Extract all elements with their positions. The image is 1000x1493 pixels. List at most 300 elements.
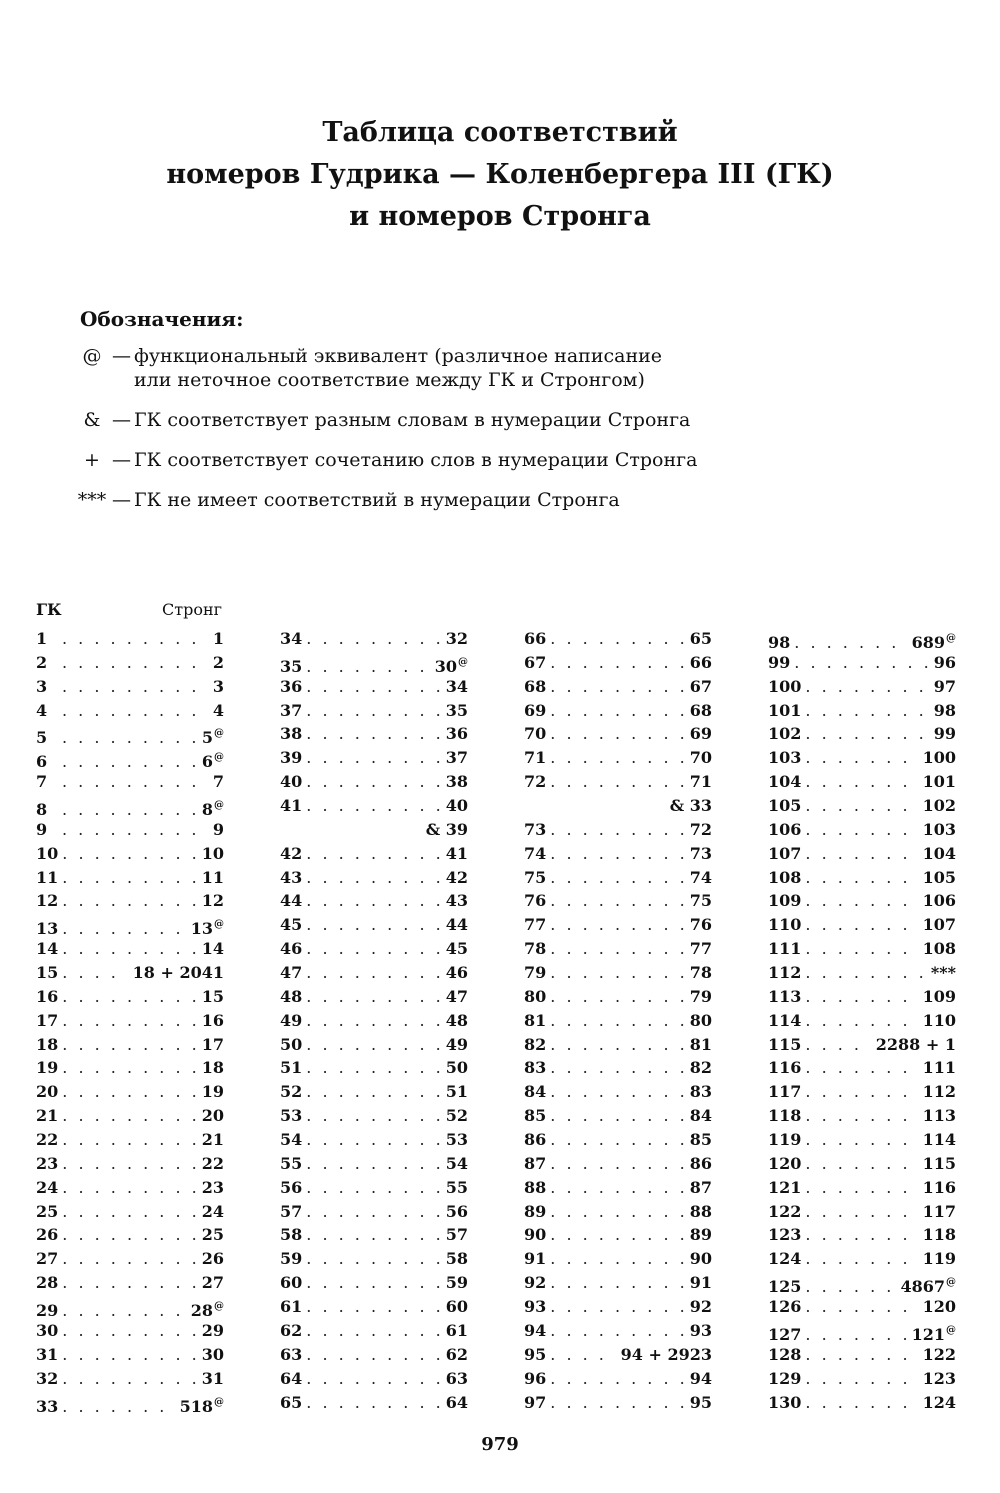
- strong-number-cell: [446, 1391, 468, 1415]
- strong-number-cell: [202, 842, 224, 866]
- strong-number: 99: [933, 724, 956, 744]
- legend-item-functional-equivalent: [72, 344, 792, 392]
- strong-number-cell: [934, 722, 956, 746]
- gk-number: 86: [524, 1130, 547, 1150]
- dot-leader: [805, 913, 916, 937]
- strong-number: 120: [922, 1297, 956, 1317]
- dot-leader: [550, 889, 683, 913]
- strong-number: 52: [445, 1106, 468, 1126]
- gk-number: 69: [524, 700, 547, 720]
- header-strong: Стронг: [162, 600, 223, 619]
- table-row: [36, 1367, 224, 1391]
- table-row: [36, 1247, 224, 1271]
- table-row: [524, 985, 712, 1009]
- strong-number-cell: [690, 1080, 712, 1104]
- strong-number-cell: [690, 627, 712, 651]
- table-row: [768, 1104, 956, 1128]
- dot-leader: [805, 675, 927, 699]
- equivalent-mark: @: [214, 752, 224, 764]
- gk-number: 96: [524, 1368, 547, 1388]
- table-row: [280, 1033, 468, 1057]
- strong-number-cell: [690, 722, 712, 746]
- strong-number-cell: [446, 1223, 468, 1247]
- dot-leader: [306, 866, 439, 890]
- gk-number: 87: [524, 1153, 547, 1173]
- strong-number: 54: [445, 1153, 468, 1173]
- strong-number-cell: [690, 1200, 712, 1224]
- gk-number: 107: [768, 843, 802, 863]
- strong-number: 38: [445, 772, 468, 792]
- strong-number: 118: [922, 1225, 956, 1245]
- strong-number-cell: [690, 651, 712, 675]
- dot-leader: [62, 937, 195, 961]
- strong-number: 57: [445, 1225, 468, 1245]
- strong-number-cell: [213, 818, 224, 842]
- table-row: [36, 889, 224, 913]
- gk-number: 111: [768, 939, 802, 959]
- dot-leader: [550, 1056, 683, 1080]
- table-row: [524, 651, 712, 675]
- strong-number-cell: [202, 866, 224, 890]
- table-row: [36, 770, 224, 794]
- strong-number: 42: [445, 867, 468, 887]
- dot-leader: [805, 722, 927, 746]
- strong-number-cell: [690, 1176, 712, 1200]
- strong-number: 108: [922, 939, 956, 959]
- strong-number: 2288 + 1: [875, 1034, 956, 1054]
- table-row: [768, 1128, 956, 1152]
- gk-number: 70: [524, 724, 547, 744]
- table-row: [36, 1009, 224, 1033]
- gk-number: 42: [280, 843, 303, 863]
- dot-leader: [62, 961, 126, 985]
- gk-number: 93: [524, 1297, 547, 1317]
- dot-leader: [805, 961, 924, 985]
- strong-number: 12: [201, 891, 224, 911]
- table-row: [280, 627, 468, 651]
- dot-leader: [306, 1009, 439, 1033]
- strong-number-cell: [446, 675, 468, 699]
- gk-number: 53: [280, 1106, 303, 1126]
- strong-number-cell: [690, 1033, 712, 1057]
- table-row: [36, 794, 224, 818]
- table-row: [280, 1152, 468, 1176]
- strong-number: 26: [201, 1249, 224, 1269]
- table-column-4: [768, 627, 956, 1414]
- equivalent-mark: @: [214, 1396, 224, 1408]
- strong-number: 78: [689, 963, 712, 983]
- gk-number: 105: [768, 796, 802, 816]
- legend-description-line: функциональный эквивалент (различное написание: [134, 345, 663, 367]
- strong-number-cell: [923, 1343, 956, 1367]
- table-row: [36, 1152, 224, 1176]
- legend-symbol: @: [82, 345, 102, 367]
- table-row: [524, 1223, 712, 1247]
- dot-leader: [62, 770, 207, 794]
- strong-number: 115: [922, 1153, 956, 1173]
- legend-dash: —: [112, 489, 131, 511]
- dot-leader: [62, 1056, 195, 1080]
- dot-leader: [306, 1295, 439, 1319]
- strong-number-cell: [690, 770, 712, 794]
- strong-number: 64: [445, 1392, 468, 1412]
- table-row: [524, 1080, 712, 1104]
- legend-dash: —: [112, 409, 131, 431]
- legend-description: [134, 448, 792, 472]
- gk-number: 117: [768, 1082, 802, 1102]
- gk-number: 5: [36, 728, 48, 748]
- dot-leader: [805, 1295, 916, 1319]
- strong-number: 73: [689, 843, 712, 863]
- gk-number: 125: [768, 1277, 802, 1297]
- gk-number: 91: [524, 1249, 547, 1269]
- dot-leader: [62, 1223, 195, 1247]
- strong-number: 4: [212, 700, 224, 720]
- strong-number: 97: [933, 676, 956, 696]
- dot-leader: [550, 1176, 683, 1200]
- table-row: [524, 842, 712, 866]
- gk-number: 55: [280, 1153, 303, 1173]
- strong-number: 27: [201, 1273, 224, 1293]
- gk-number: 21: [36, 1106, 59, 1126]
- table-row: [280, 699, 468, 723]
- table-row: [524, 627, 712, 651]
- gk-number: 27: [36, 1249, 59, 1269]
- dot-leader: [62, 1200, 195, 1224]
- dot-leader: [550, 1104, 683, 1128]
- dot-leader: [550, 1223, 683, 1247]
- gk-number: 45: [280, 915, 303, 935]
- gk-number: 114: [768, 1010, 802, 1030]
- gk-number: 129: [768, 1368, 802, 1388]
- strong-number-cell: [923, 1152, 956, 1176]
- strong-number: 94: [689, 1368, 712, 1388]
- gk-number: 90: [524, 1225, 547, 1245]
- strong-number-cell: [690, 746, 712, 770]
- strong-number: 28: [190, 1301, 213, 1321]
- gk-number: 48: [280, 986, 303, 1006]
- table-row: [280, 1295, 468, 1319]
- strong-number-cell: [446, 1319, 468, 1343]
- equivalent-mark: @: [946, 1277, 956, 1289]
- dot-leader: [805, 818, 916, 842]
- legend-dash: —: [112, 449, 131, 471]
- gk-number: 62: [280, 1320, 303, 1340]
- strong-number: 37: [445, 748, 468, 768]
- strong-number-cell: [923, 746, 956, 770]
- table-row: [280, 889, 468, 913]
- gk-number: 4: [36, 700, 48, 720]
- dot-leader: [550, 1343, 614, 1367]
- dot-leader: [62, 1319, 195, 1343]
- gk-number: 47: [280, 963, 303, 983]
- strong-number-cell: [202, 1128, 224, 1152]
- table-row: [768, 866, 956, 890]
- strong-number: 122: [922, 1344, 956, 1364]
- strong-number-cell: [446, 1152, 468, 1176]
- strong-number: 15: [201, 986, 224, 1006]
- strong-number-cell: [923, 1056, 956, 1080]
- dot-leader: [550, 961, 683, 985]
- strong-number-cell: [690, 889, 712, 913]
- strong-number: 44: [445, 915, 468, 935]
- strong-number: 47: [445, 986, 468, 1006]
- table-row: [524, 1176, 712, 1200]
- gk-number: 78: [524, 939, 547, 959]
- strong-number: 94 + 2923: [620, 1344, 712, 1364]
- gk-number: 46: [280, 939, 303, 959]
- gk-number: 19: [36, 1058, 59, 1078]
- strong-number: 107: [922, 915, 956, 935]
- gk-number: 101: [768, 700, 802, 720]
- strong-number: 48: [445, 1010, 468, 1030]
- gk-number: 20: [36, 1082, 59, 1102]
- table-row: [36, 866, 224, 890]
- table-row: [280, 866, 468, 890]
- strong-number-cell: [202, 1319, 224, 1343]
- gk-number: 118: [768, 1106, 802, 1126]
- table-row: [280, 722, 468, 746]
- gk-number: 116: [768, 1058, 802, 1078]
- strong-number-cell: [923, 1223, 956, 1247]
- gk-number: 17: [36, 1010, 59, 1030]
- dot-leader: [306, 1271, 439, 1295]
- strong-number-cell: [180, 1391, 224, 1419]
- gk-number: 8: [36, 800, 48, 820]
- dot-leader: [805, 866, 916, 890]
- strong-number-cell: [690, 1367, 712, 1391]
- dot-leader: [306, 1104, 439, 1128]
- strong-number-cell: [202, 889, 224, 913]
- strong-number: 121: [911, 1324, 945, 1344]
- gk-number: 99: [768, 652, 791, 672]
- dot-leader: [805, 937, 916, 961]
- dot-leader: [306, 1319, 439, 1343]
- dot-leader: [62, 627, 207, 651]
- gk-number: 113: [768, 986, 802, 1006]
- table-row: [280, 1271, 468, 1295]
- table-row: [768, 1343, 956, 1367]
- strong-number-cell: [446, 794, 468, 818]
- strong-number-cell: [923, 770, 956, 794]
- strong-number: 101: [922, 772, 956, 792]
- strong-number: 23: [201, 1177, 224, 1197]
- strong-number: 25: [201, 1225, 224, 1245]
- table-row: [768, 1319, 956, 1343]
- strong-number-cell: [446, 1176, 468, 1200]
- dot-leader: [550, 1128, 683, 1152]
- strong-number: 102: [922, 796, 956, 816]
- table-row: [36, 913, 224, 937]
- table-row: [524, 1367, 712, 1391]
- gk-number: 50: [280, 1034, 303, 1054]
- gk-number: 92: [524, 1273, 547, 1293]
- dot-leader: [62, 842, 195, 866]
- gk-number: 64: [280, 1368, 303, 1388]
- strong-number-cell: [446, 770, 468, 794]
- table-row: [280, 1080, 468, 1104]
- dot-leader: [62, 1271, 195, 1295]
- strong-number: 45: [445, 939, 468, 959]
- title-line-1: Таблица соответствий: [322, 117, 678, 148]
- strong-number-cell: [690, 913, 712, 937]
- table-row: [768, 1271, 956, 1295]
- strong-number: 113: [922, 1106, 956, 1126]
- strong-number: 19: [201, 1082, 224, 1102]
- gk-number: 54: [280, 1130, 303, 1150]
- table-row: [524, 1247, 712, 1271]
- gk-number: 3: [36, 676, 48, 696]
- table-row: [524, 675, 712, 699]
- legend-description-line: ГК не имеет соответствий в нумерации Стронга: [134, 489, 620, 511]
- gk-number: 108: [768, 867, 802, 887]
- dot-leader: [550, 1247, 683, 1271]
- gk-number: 67: [524, 652, 547, 672]
- strong-number-cell: [202, 1056, 224, 1080]
- dot-leader: [550, 866, 683, 890]
- strong-number: 56: [445, 1201, 468, 1221]
- strong-number-cell: [446, 889, 468, 913]
- strong-number-cell: [446, 1033, 468, 1057]
- strong-number-cell: [446, 1271, 468, 1295]
- strong-number-cell: [202, 1271, 224, 1295]
- table-row: [524, 1152, 712, 1176]
- table-row: [524, 1319, 712, 1343]
- table-row: [280, 913, 468, 937]
- strong-number-cell: [446, 1009, 468, 1033]
- dot-leader: [306, 913, 439, 937]
- table-row: [280, 1056, 468, 1080]
- dot-leader: [550, 1295, 683, 1319]
- strong-number: 2: [212, 652, 224, 672]
- strong-number-cell: [202, 1009, 224, 1033]
- strong-number: 40: [445, 796, 468, 816]
- strong-number-cell: [923, 1295, 956, 1319]
- dot-leader: [62, 1343, 195, 1367]
- legend-symbol: &: [83, 409, 101, 431]
- table-row: [768, 961, 956, 985]
- strong-number-cell: [446, 1080, 468, 1104]
- strong-number: 68: [689, 700, 712, 720]
- table-row: [524, 889, 712, 913]
- strong-number: 98: [933, 700, 956, 720]
- gk-number: 127: [768, 1324, 802, 1344]
- strong-number: 86: [689, 1153, 712, 1173]
- strong-number-cell: [690, 937, 712, 961]
- gk-number: 110: [768, 915, 802, 935]
- strong-number: 59: [445, 1273, 468, 1293]
- strong-number-cell: [202, 1200, 224, 1224]
- table-row: [36, 1343, 224, 1367]
- strong-number-cell: [690, 1247, 712, 1271]
- strong-number-cell: [690, 1152, 712, 1176]
- table-row: [36, 1223, 224, 1247]
- strong-number: 30: [434, 656, 457, 676]
- strong-number-cell: [690, 1128, 712, 1152]
- strong-number: 119: [922, 1249, 956, 1269]
- strong-number-cell: [931, 961, 956, 985]
- strong-number-cell: [690, 1391, 712, 1415]
- strong-number: 85: [689, 1130, 712, 1150]
- strong-number: 17: [201, 1034, 224, 1054]
- dot-leader: [805, 842, 916, 866]
- strong-number-cell: [923, 1080, 956, 1104]
- strong-number: 16: [201, 1010, 224, 1030]
- strong-number: 114: [922, 1130, 956, 1150]
- strong-number-cell: [213, 651, 224, 675]
- gk-number: 71: [524, 748, 547, 768]
- gk-number: 73: [524, 819, 547, 839]
- strong-number-cell: [690, 985, 712, 1009]
- gk-number: 88: [524, 1177, 547, 1197]
- dot-leader: [805, 1367, 916, 1391]
- table-row: [524, 1200, 712, 1224]
- dot-leader: [550, 651, 683, 675]
- strong-number-cell: [923, 937, 956, 961]
- table-row: [524, 1033, 712, 1057]
- dot-leader: [805, 1009, 916, 1033]
- gk-number: 39: [280, 748, 303, 768]
- table-row: [280, 1009, 468, 1033]
- strong-number-cell: [202, 985, 224, 1009]
- strong-number-cell: [690, 818, 712, 842]
- strong-number: 67: [689, 676, 712, 696]
- strong-number: 87: [689, 1177, 712, 1197]
- strong-number-cell: [923, 985, 956, 1009]
- strong-number: 6: [201, 752, 213, 772]
- gk-number: 122: [768, 1201, 802, 1221]
- dot-leader: [306, 1056, 439, 1080]
- gk-number: 49: [280, 1010, 303, 1030]
- dot-leader: [62, 1104, 195, 1128]
- strong-number-cell: [213, 699, 224, 723]
- gk-number: 130: [768, 1392, 802, 1412]
- gk-number: 18: [36, 1034, 59, 1054]
- table-row: [36, 1128, 224, 1152]
- strong-number: 71: [689, 772, 712, 792]
- dot-leader: [306, 1033, 439, 1057]
- strong-number-cell: [202, 1223, 224, 1247]
- strong-number-cell: [446, 913, 468, 937]
- legend-description-line: ГК соответствует сочетанию слов в нумерации Стронга: [134, 449, 698, 471]
- table-row: [524, 1056, 712, 1080]
- gk-number: 29: [36, 1301, 59, 1321]
- strong-number-cell: [446, 961, 468, 985]
- dot-leader: [62, 1395, 173, 1419]
- strong-number-cell: [876, 1033, 956, 1057]
- table-row: [36, 842, 224, 866]
- gk-number: 102: [768, 724, 802, 744]
- gk-number: 6: [36, 752, 48, 772]
- gk-number: 40: [280, 772, 303, 792]
- dot-leader: [306, 1223, 439, 1247]
- legend-heading: Обозначения:: [80, 307, 244, 331]
- gk-number: 51: [280, 1058, 303, 1078]
- strong-number: 29: [201, 1320, 224, 1340]
- dot-leader: [550, 1152, 683, 1176]
- gk-number: 63: [280, 1344, 303, 1364]
- dot-leader: [550, 1271, 683, 1295]
- strong-number: 31: [201, 1368, 224, 1388]
- strong-number: 111: [922, 1058, 956, 1078]
- title-line-3: и номеров Стронга: [349, 201, 651, 232]
- gk-number: 80: [524, 986, 547, 1006]
- gk-number: 119: [768, 1130, 802, 1150]
- table-row: [524, 961, 712, 985]
- equivalent-mark: @: [214, 919, 224, 931]
- gk-number: 121: [768, 1177, 802, 1197]
- strong-number: 41: [445, 843, 468, 863]
